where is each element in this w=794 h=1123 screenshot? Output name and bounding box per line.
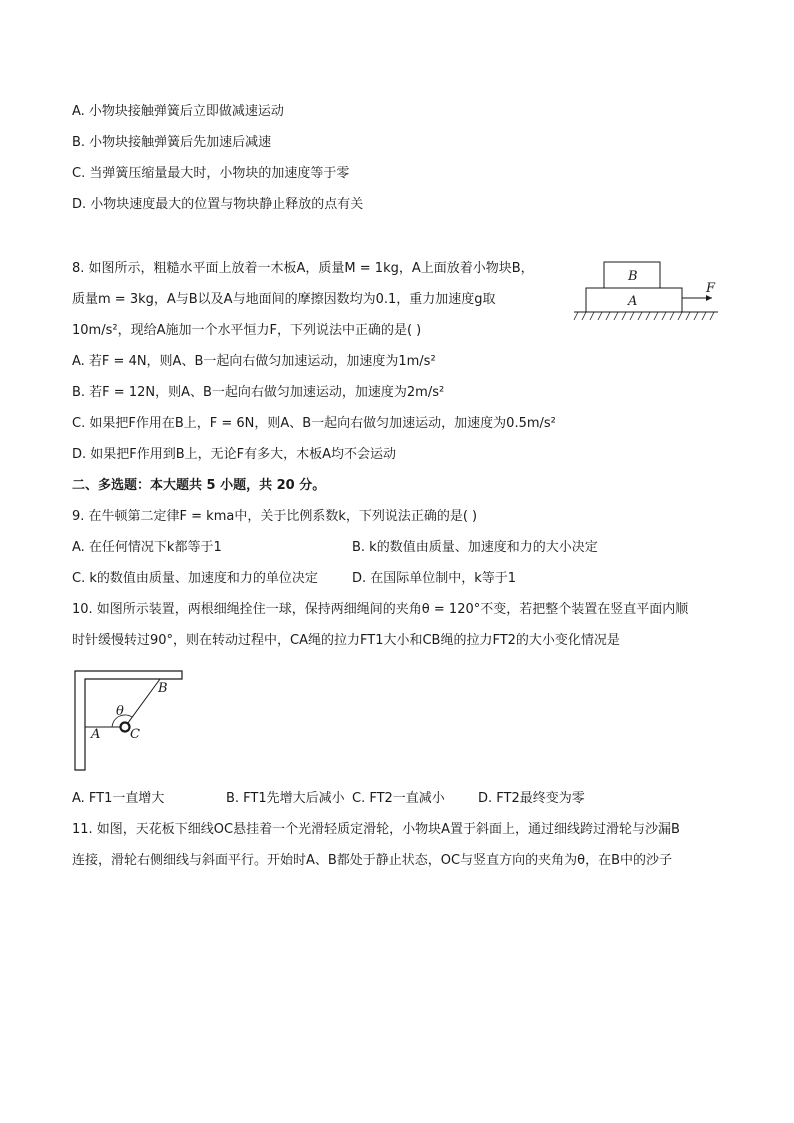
q10-stem-line-2: 时针缓慢转过90°，则在转动过程中，CA绳的拉力FT1大小和CB绳的拉力FT2的大小变化情况是 <box>72 633 620 648</box>
block-b-label: B <box>628 269 638 284</box>
q10-option-b: B. FT1先增大后减小 <box>226 791 345 806</box>
q7-option-c: C. 当弹簧压缩量最大时，小物块的加速度等于零 <box>72 166 350 181</box>
q10-option-c: C. FT2一直减小 <box>352 791 445 806</box>
q7-option-d: D. 小物块速度最大的位置与物块静止释放的点有关 <box>72 197 364 212</box>
ground-hatching <box>574 312 714 320</box>
q10-option-d: D. FT2最终变为零 <box>478 791 585 806</box>
point-c-label: C <box>130 727 140 742</box>
q10-stem-line-1: 10. 如图所示装置，两根细绳拴住一球，保持两细绳间的夹角θ = 120°不变，若把整个装置在竖直平面内顺 <box>72 602 689 617</box>
q8-stem-line-1: 8. 如图所示，粗糙水平面上放着一木板A，质量M = 1kg，A上面放着小物块B， <box>72 261 534 276</box>
q8-option-b: B. 若F = 12N，则A、B一起向右做匀加速运动，加速度为2m/s² <box>72 385 445 400</box>
q8-option-c: C. 如果把F作用在B上，F = 6N，则A、B一起向右做匀加速运动，加速度为0.5m/s² <box>72 416 556 431</box>
theta-label: θ <box>116 704 124 719</box>
q8-figure-blocks <box>572 258 722 328</box>
q10-option-a: A. FT1一直增大 <box>72 791 165 806</box>
q10-figure-ropes <box>72 668 192 778</box>
q8-option-d: D. 如果把F作用到B上，无论F有多大，木板A均不会运动 <box>72 447 397 462</box>
q11-stem-line-2: 连接，滑轮右侧细线与斜面平行。开始时A、B都处于静止状态，OC与竖直方向的夹角为θ，在B中的沙子 <box>72 853 672 868</box>
q9-option-a: A. 在任何情况下k都等于1 <box>72 540 222 555</box>
point-b-label: B <box>158 681 168 696</box>
q9-stem: 9. 在牛顿第二定律F = kma中，关于比例系数k，下列说法正确的是( ) <box>72 509 478 524</box>
section-2-heading: 二、多选题：本大题共 5 小题，共 20 分。 <box>72 478 326 493</box>
force-label: F <box>706 281 716 296</box>
q9-option-b: B. k的数值由质量、加速度和力的大小决定 <box>352 540 598 555</box>
board-a-label: A <box>628 294 638 309</box>
q11-stem-line-1: 11. 如图，天花板下细线OC悬挂着一个光滑轻质定滑轮，小物块A置于斜面上，通过细线跨过滑轮与沙漏B <box>72 822 680 837</box>
q7-option-b: B. 小物块接触弹簧后先加速后减速 <box>72 135 272 150</box>
point-a-label: A <box>91 727 101 742</box>
q8-stem-line-3: 10m/s²，现给A施加一个水平恒力F，下列说法中正确的是( ) <box>72 323 422 338</box>
q9-option-d: D. 在国际单位制中，k等于1 <box>352 571 517 586</box>
rope-cb <box>125 679 160 727</box>
q8-stem-line-2: 质量m = 3kg，A与B以及A与地面间的摩擦因数均为0.1，重力加速度g取 <box>72 292 496 307</box>
q8-option-a: A. 若F = 4N，则A、B一起向右做匀加速运动，加速度为1m/s² <box>72 354 436 369</box>
q7-option-a: A. 小物块接触弹簧后立即做减速运动 <box>72 104 284 119</box>
ball-c <box>121 723 130 732</box>
q9-option-c: C. k的数值由质量、加速度和力的单位决定 <box>72 571 318 586</box>
